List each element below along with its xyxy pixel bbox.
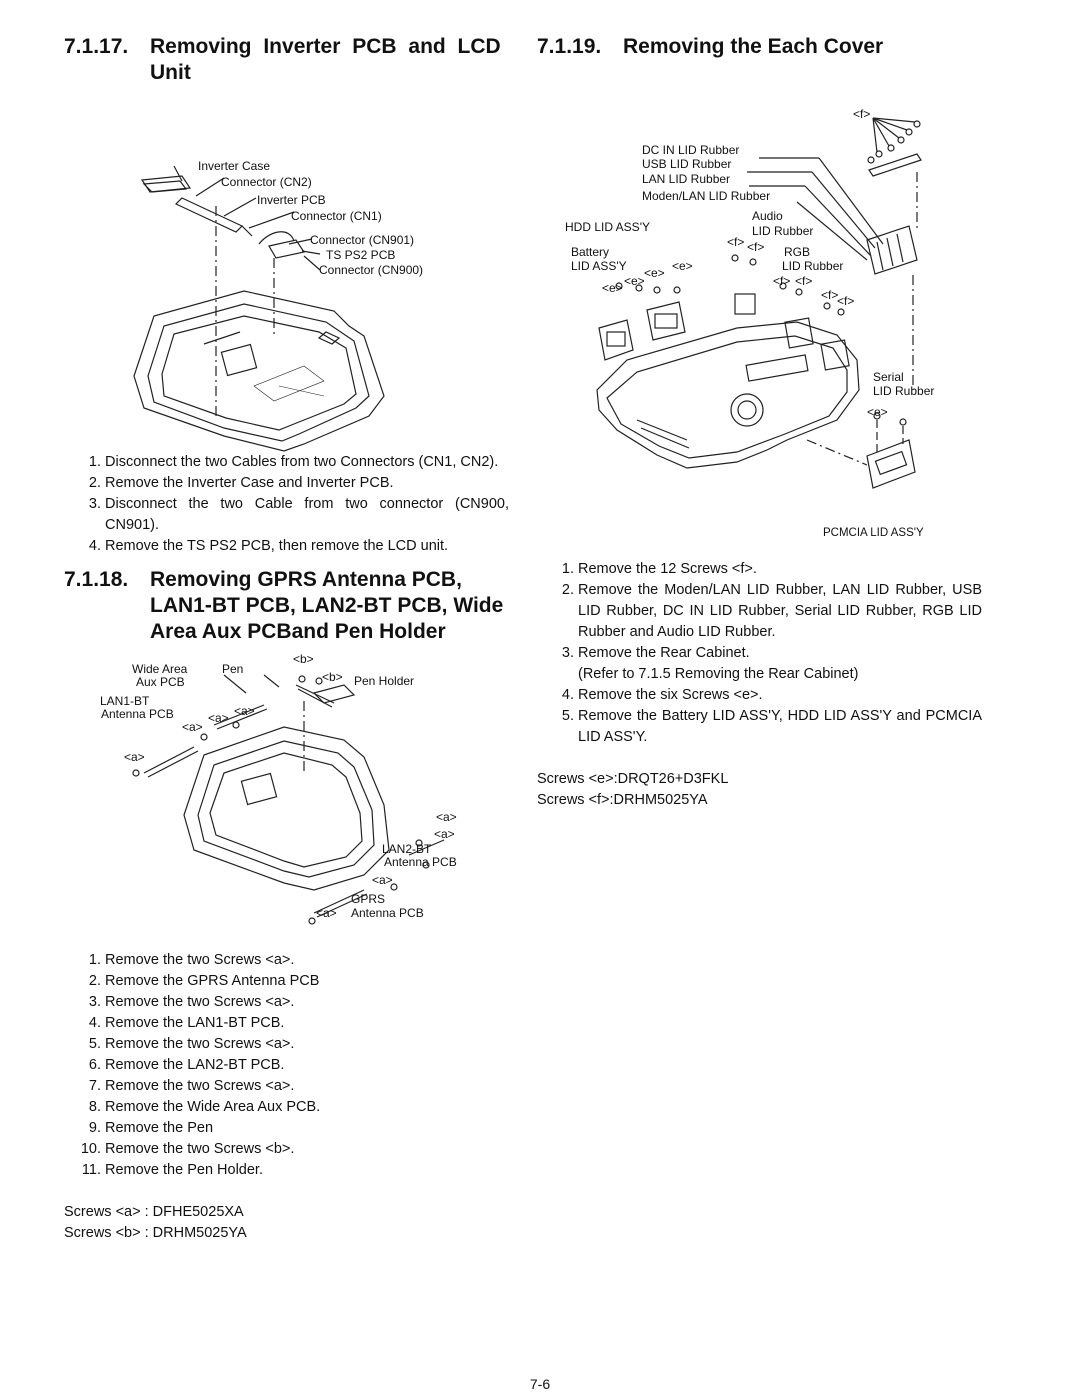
section-heading: Removing the Each Cover	[623, 35, 884, 58]
label-connector-cn1: Connector (CN1)	[291, 209, 382, 223]
label-pcmcia-lid-assy: PCMCIA LID ASS'Y	[823, 527, 924, 539]
section-7-1-18-title	[64, 567, 509, 645]
step	[578, 643, 982, 685]
label-a2: <a>	[208, 711, 229, 725]
label-battery-lid-assy: LID ASS'Y	[571, 259, 627, 273]
label-e1: <e>	[672, 259, 693, 273]
step: 5. Remove the Battery LID ASS'Y, HDD LID ASS'Y and PCMCIA LID ASS'Y.	[578, 706, 982, 748]
section-heading: Removing Inverter PCB and LCD Unit	[150, 35, 501, 84]
label-lan2-bt: LAN2-BT	[382, 842, 432, 856]
step: 3. Disconnect the two Cable from two connector (CN900, CN901).	[105, 494, 509, 536]
step: 1. Disconnect the two Cables from two Connectors (CN1, CN2).	[105, 452, 509, 473]
step-text: Remove the Rear Cabinet.	[578, 645, 750, 661]
label-rgb: RGB	[784, 245, 811, 259]
label-usb-lid-rubber: USB LID Rubber	[642, 157, 732, 171]
step: 2. Remove the GPRS Antenna PCB	[105, 971, 509, 992]
label-battery: Battery	[571, 245, 610, 259]
section-number: 7.1.19.	[537, 35, 602, 58]
label-antenna-pcb-1: Antenna PCB	[101, 707, 174, 721]
step: 4. Remove the LAN1-BT PCB.	[105, 1013, 509, 1034]
label-pen: Pen	[222, 662, 244, 676]
label-a4: <a>	[124, 750, 145, 764]
label-pen-holder: Pen Holder	[354, 674, 415, 688]
step: 4. Remove the TS PS2 PCB, then remove the LCD unit.	[105, 536, 509, 557]
inverter-lcd-drawing	[64, 86, 509, 456]
label-antenna-pcb-3: Antenna PCB	[351, 906, 424, 920]
step: 5. Remove the two Screws <a>.	[105, 1034, 509, 1055]
step: 10. Remove the two Screws <b>.	[105, 1139, 509, 1160]
screw-spec: Screws <f>:DRHM5025YA	[537, 792, 708, 808]
step: 9. Remove the Pen	[105, 1118, 509, 1139]
label-f-top: <f>	[853, 107, 871, 121]
step-note: (Refer to 7.1.5 Removing the Rear Cabinet)	[578, 666, 859, 682]
step: 7. Remove the two Screws <a>.	[105, 1076, 509, 1097]
label-f6: <f>	[837, 294, 855, 308]
label-lan-lid-rubber: LAN LID Rubber	[642, 172, 731, 186]
label-b2: <b>	[322, 670, 343, 684]
each-cover-figure	[537, 60, 982, 539]
step: 1. Remove the 12 Screws <f>.	[578, 559, 982, 580]
label-e3: <e>	[624, 274, 645, 288]
step: 2. Remove the Moden/LAN LID Rubber, LAN LID Rubber, USB LID Rubber, DC IN LID Rubber, Serial LID Rubber, RGB LID Rubber and Audio LID Rubber.	[578, 580, 982, 643]
screw-spec: Screws <e>:DRQT26+D3FKL	[537, 771, 729, 787]
label-audio-lid-rubber: LID Rubber	[752, 224, 814, 238]
label-f4: <f>	[795, 274, 813, 288]
label-inverter-pcb: Inverter PCB	[257, 193, 326, 207]
label-hdd-lid-assy: HDD LID ASS'Y	[565, 220, 650, 234]
label-a5: <a>	[436, 810, 457, 824]
label-f3: <f>	[773, 274, 791, 288]
label-lan1-bt: LAN1-BT	[100, 694, 150, 708]
label-a1: <a>	[234, 704, 255, 718]
label-wide-area: Wide Area	[132, 662, 188, 676]
label-serial: Serial	[873, 370, 904, 384]
label-antenna-pcb-2: Antenna PCB	[384, 855, 457, 869]
step: 2. Remove the Inverter Case and Inverter PCB.	[105, 473, 509, 494]
label-f1: <f>	[727, 235, 745, 249]
section-7-1-19-title	[537, 34, 982, 60]
section-heading: Removing GPRS Antenna PCB, LAN1-BT PCB, LAN2-BT PCB, Wide Area Aux PCBand Pen Holder	[150, 568, 504, 643]
label-e2: <e>	[644, 266, 665, 280]
section-7-1-17-steps	[64, 452, 509, 557]
screw-spec: Screws <b> : DRHM5025YA	[64, 1225, 247, 1241]
section-7-1-19-screws	[537, 769, 982, 811]
label-a6: <a>	[434, 827, 455, 841]
label-e4: <e>	[602, 281, 623, 295]
label-connector-cn900: Connector (CN900)	[319, 263, 424, 277]
step: 8. Remove the Wide Area Aux PCB.	[105, 1097, 509, 1118]
section-7-1-17-title	[64, 34, 509, 86]
label-gprs: GPRS	[351, 892, 386, 906]
label-a8: <a>	[316, 906, 337, 920]
antenna-pen-figure	[64, 645, 509, 950]
label-serial-lid-rubber: LID Rubber	[873, 384, 935, 398]
label-a7: <a>	[372, 873, 393, 887]
step: 11. Remove the Pen Holder.	[105, 1160, 509, 1181]
label-f2: <f>	[747, 240, 765, 254]
section-7-1-18-screws	[64, 1202, 509, 1244]
inverter-lcd-figure	[64, 86, 509, 456]
label-audio: Audio	[752, 209, 783, 223]
section-number: 7.1.18.	[64, 568, 129, 591]
step: 3. Remove the two Screws <a>.	[105, 992, 509, 1013]
screw-spec: Screws <a> : DFHE5025XA	[64, 1204, 244, 1220]
label-connector-cn2: Connector (CN2)	[221, 175, 312, 189]
right-column	[537, 34, 982, 811]
step: 4. Remove the six Screws <e>.	[578, 685, 982, 706]
antenna-pen-drawing	[64, 645, 509, 950]
label-modem-lan-lid-rubber: Moden/LAN LID Rubber	[642, 189, 771, 203]
section-7-1-19-steps	[537, 559, 982, 748]
label-connector-cn901: Connector (CN901)	[310, 233, 415, 247]
label-inverter-case: Inverter Case	[198, 159, 271, 173]
label-dc-in-lid-rubber: DC IN LID Rubber	[642, 143, 740, 157]
label-rgb-lid-rubber: LID Rubber	[782, 259, 844, 273]
step: 6. Remove the LAN2-BT PCB.	[105, 1055, 509, 1076]
label-aux-pcb: Aux PCB	[136, 675, 185, 689]
label-ts-ps2-pcb: TS PS2 PCB	[326, 248, 396, 262]
section-7-1-18-steps	[64, 950, 509, 1181]
label-e5: <e>	[867, 405, 888, 419]
step: 1. Remove the two Screws <a>.	[105, 950, 509, 971]
section-number: 7.1.17.	[64, 35, 129, 58]
label-a3: <a>	[182, 720, 203, 734]
label-f5: <f>	[821, 288, 839, 302]
page-number: 7-6	[529, 1376, 551, 1392]
left-column	[64, 34, 509, 1244]
label-b1: <b>	[293, 652, 314, 666]
